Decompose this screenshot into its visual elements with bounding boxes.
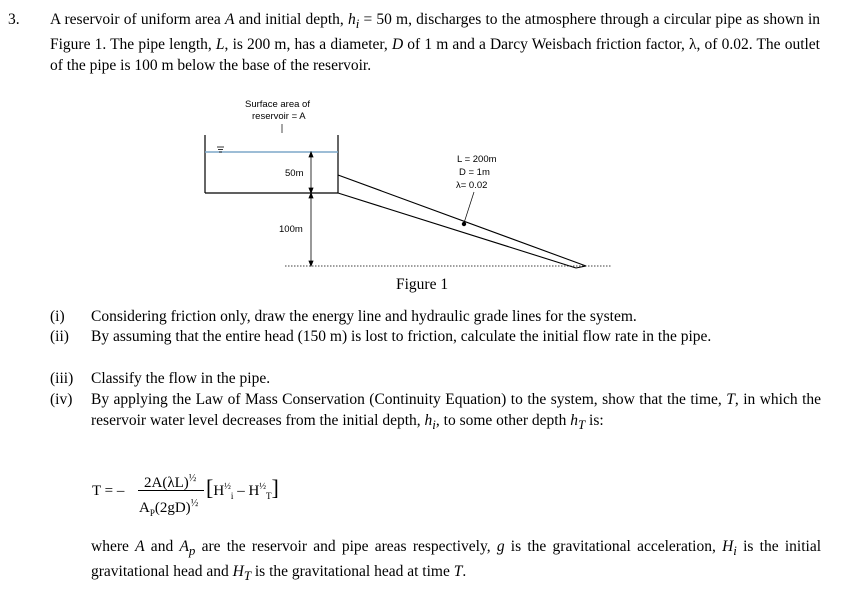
surface-label-line2: reservoir = A [252,111,306,122]
conclusion-text: where A and $A_p$ are the reservoir and pipe areas respectively, g is the gravitational acceleration, $H_i$ is the initial gravitational head and $H_T$ is the gravitational head at time T. [91,538,822,584]
item-iv: (iv) By applying the Law of Mass Conservation (Continuity Equation) to the system, show that the time, T, in which the reservoir water level decreases from the initial depth, $h_i$, to some other depth $h_T$ is: [50,391,822,433]
figure-caption: Figure 1 [396,276,449,293]
fraction-bar [138,490,204,491]
leader-dot [462,222,466,226]
formula-denominator: $A_P(2gD)^{\frac{1}{2}}$ [139,498,199,518]
height-label: 100m [279,224,303,235]
depth-label: 50m [285,168,304,179]
surface-label-line1: Surface area of [245,99,310,110]
reservoir-outline [205,135,338,193]
item-ii: (ii) By assuming that the entire head (150 m) is lost to friction, calculate the initial flow rate in the pipe. [50,328,712,345]
pipe-length-label: L = 200m [457,154,497,165]
question-intro: A reservoir of uniform area A and initial depth, $h_i = 50$ m, discharges to the atmosphere through a circular pipe as shown in Figure 1. The pipe length, L, is 200 m, has a diameter, D of 1 m and a Darcy Weisbach friction factor, λ, of 0.02. The outlet of the pipe is 100 m below the base of the reservoir. [50,11,820,75]
pipe-friction-label: λ= 0.02 [456,180,488,191]
height-dimension [309,193,313,266]
label-leader [464,192,474,223]
formula-lhs: T = – [92,483,125,499]
question-number: 3. [8,11,20,28]
formula-bracket-term: $[H^{\frac{1}{2}}_i - H^{\frac{1}{2}}_T]$ [206,475,279,501]
depth-dimension [309,152,313,193]
water-level-marker [217,147,224,152]
pipe-diameter-label: D = 1m [459,167,490,178]
formula-numerator: $2A(\lambda L)^{\frac{1}{2}}$ [144,473,197,491]
